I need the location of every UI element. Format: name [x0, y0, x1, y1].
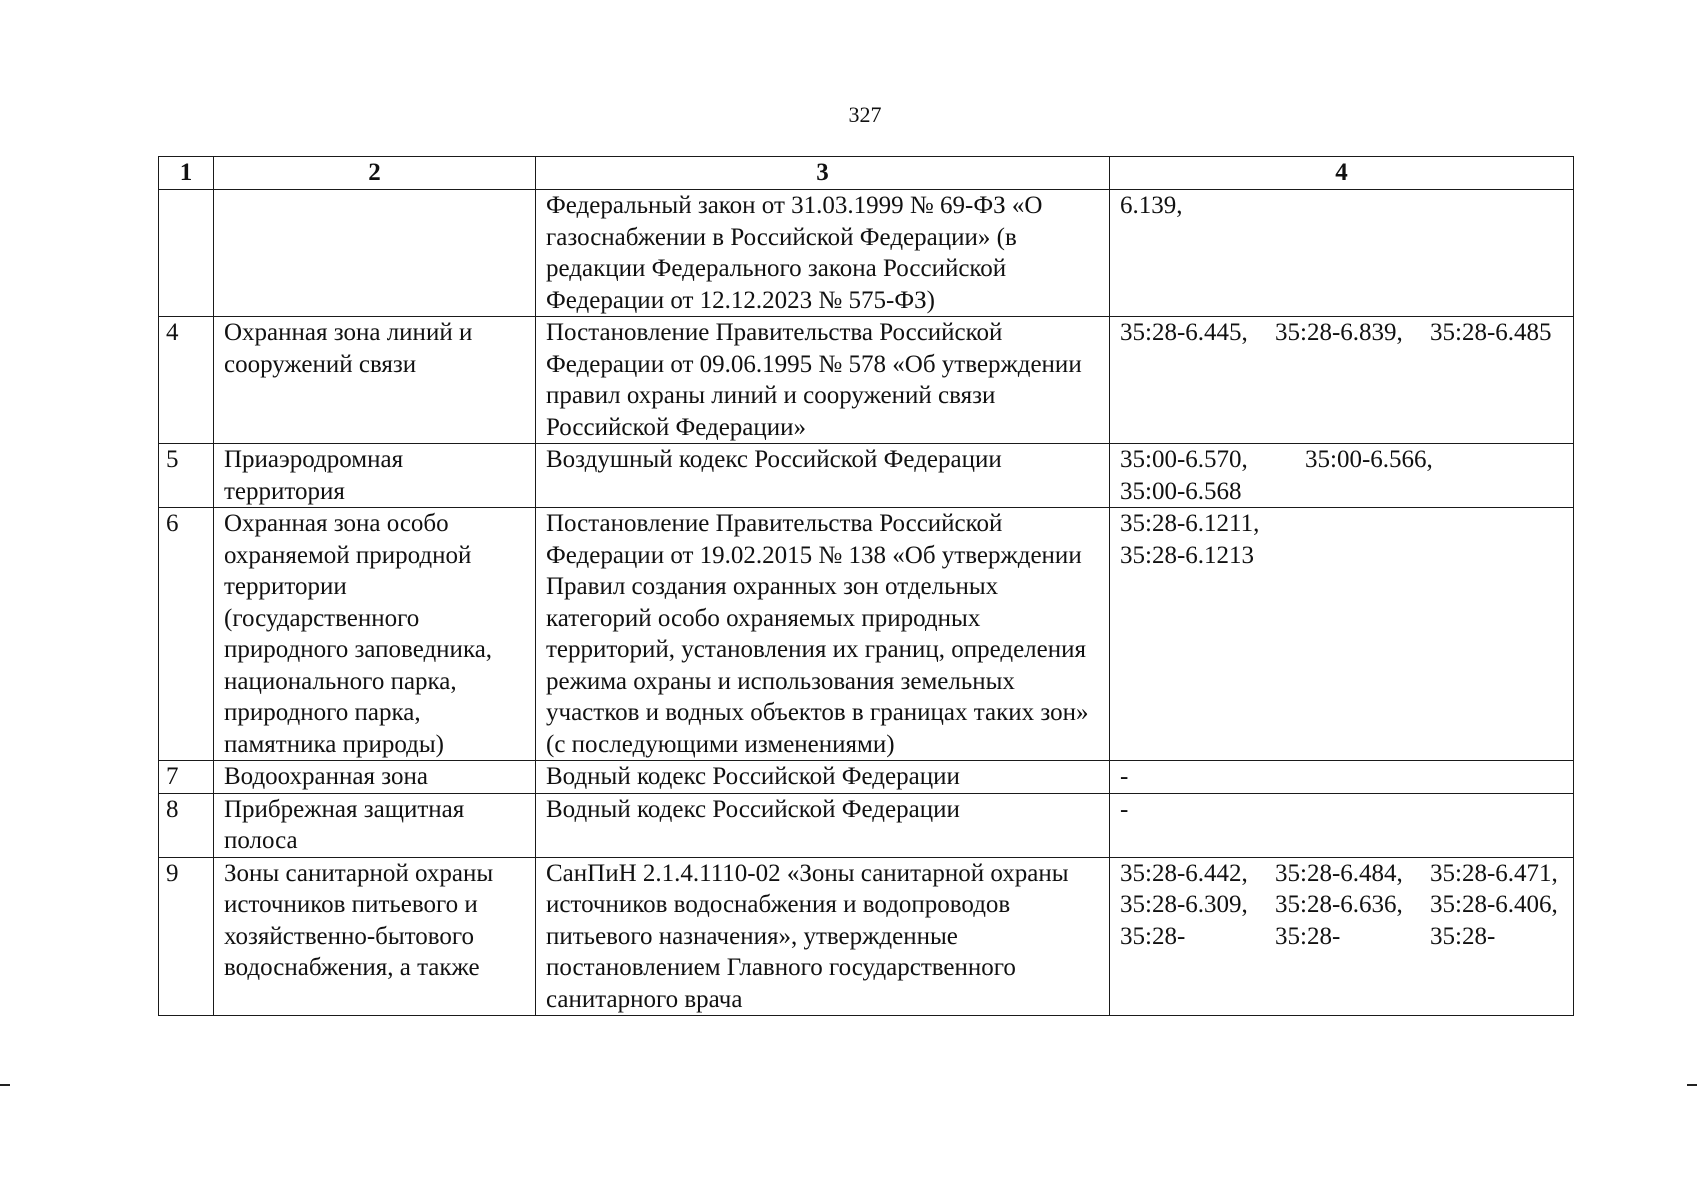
registry-codes [1110, 793, 1574, 857]
registry-code: 35:00-6.566, [1305, 446, 1433, 473]
registry-code: 35:00-6.568 [1120, 477, 1242, 505]
row-number: 9 [159, 857, 214, 1016]
legal-basis: Постановление Правительства Российской Федерации от 19.02.2015 № 138 «Об утверждении Правил создания охранных зон отдельных категорий особо охраняемых природных территорий, установления их границ, определения режима охраны и использования земельных участков и водных объектов в границах таких зон» (с последующими изменениями) [536, 508, 1110, 761]
row-number: 5 [159, 444, 214, 508]
registry-code: 35:28- [1430, 922, 1496, 950]
zone-name: Прибрежная защитная полоса [214, 793, 536, 857]
row-number: 7 [159, 761, 214, 794]
legal-basis: Водный кодекс Российской Федерации [536, 761, 1110, 794]
crop-mark-right [1687, 1084, 1697, 1086]
registry-code: 35:28-6.442, [1120, 859, 1248, 887]
legal-basis: Водный кодекс Российской Федерации [536, 793, 1110, 857]
header-col-4: 4 [1110, 157, 1574, 190]
registry-code: - [1120, 763, 1129, 790]
row-number: 8 [159, 793, 214, 857]
registry-code: - [1120, 795, 1129, 823]
registry-codes [1110, 317, 1574, 444]
header-col-1: 1 [159, 157, 214, 190]
registry-codes [1110, 444, 1574, 508]
registry-codes [1110, 190, 1574, 317]
registry-code: 35:28-6.406, [1430, 891, 1558, 918]
legal-basis: СанПиН 2.1.4.1110-02 «Зоны санитарной охраны источников водоснабжения и водопроводов питьевого назначения», утвержденные постановлением Главного государственного санитарного врача [536, 857, 1110, 1016]
row-number: 4 [159, 317, 214, 444]
zones-table [158, 156, 1574, 1016]
registry-code: 35:28- [1275, 922, 1341, 950]
registry-code: 35:28-6.309, [1120, 891, 1248, 918]
header-row [159, 157, 1574, 190]
row-number [159, 190, 214, 317]
legal-basis: Воздушный кодекс Российской Федерации [536, 444, 1110, 508]
registry-codes [1110, 508, 1574, 761]
row-number: 6 [159, 508, 214, 761]
registry-code: 6.139, [1120, 192, 1183, 219]
zone-name: Охранная зона линий и сооружений связи [214, 317, 536, 444]
legal-basis: Федеральный закон от 31.03.1999 № 69-ФЗ «О газоснабжении в Российской Федерации» (в редакции Федерального закона Российской Федерации от 12.12.2023 № 575-ФЗ) [536, 190, 1110, 317]
page-number: 327 [848, 102, 882, 127]
zone-name: Зоны санитарной охраны источников питьевого и хозяйственно-бытового водоснабжения, а также [214, 857, 536, 1016]
crop-mark-left [0, 1084, 10, 1086]
table-row [159, 857, 1574, 1016]
registry-code: 35:28-6.485 [1430, 319, 1552, 346]
legal-basis: Постановление Правительства Российской Федерации от 09.06.1995 № 578 «Об утверждении правил охраны линий и сооружений связи Российской Федерации» [536, 317, 1110, 444]
zone-name: Охранная зона особо охраняемой природной территории (государственного природного заповедника, национального парка, природного парка, памятника природы) [214, 508, 536, 761]
table-row [159, 190, 1574, 317]
registry-code: 35:28-6.484, [1275, 859, 1403, 887]
registry-code: 35:00-6.570, [1120, 446, 1248, 473]
table-row [159, 761, 1574, 794]
registry-code: 35:28-6.636, [1275, 891, 1403, 918]
table-row [159, 793, 1574, 857]
table-row [159, 508, 1574, 761]
registry-code: 35:28-6.1213 [1120, 541, 1255, 569]
zone-name: Водоохранная зона [214, 761, 536, 794]
registry-code: 35:28-6.471, [1430, 859, 1558, 887]
registry-code: 35:28- [1120, 922, 1186, 950]
registry-code: 35:28-6.1211, [1120, 510, 1260, 537]
header-col-2: 2 [214, 157, 536, 190]
zone-name [214, 190, 536, 317]
header-col-3: 3 [536, 157, 1110, 190]
table-row [159, 444, 1574, 508]
zone-name: Приаэродромная территория [214, 444, 536, 508]
registry-code: 35:28-6.839, [1275, 319, 1403, 346]
registry-codes [1110, 761, 1574, 794]
registry-code: 35:28-6.445, [1120, 319, 1248, 346]
table-row [159, 317, 1574, 444]
registry-codes [1110, 857, 1574, 1016]
